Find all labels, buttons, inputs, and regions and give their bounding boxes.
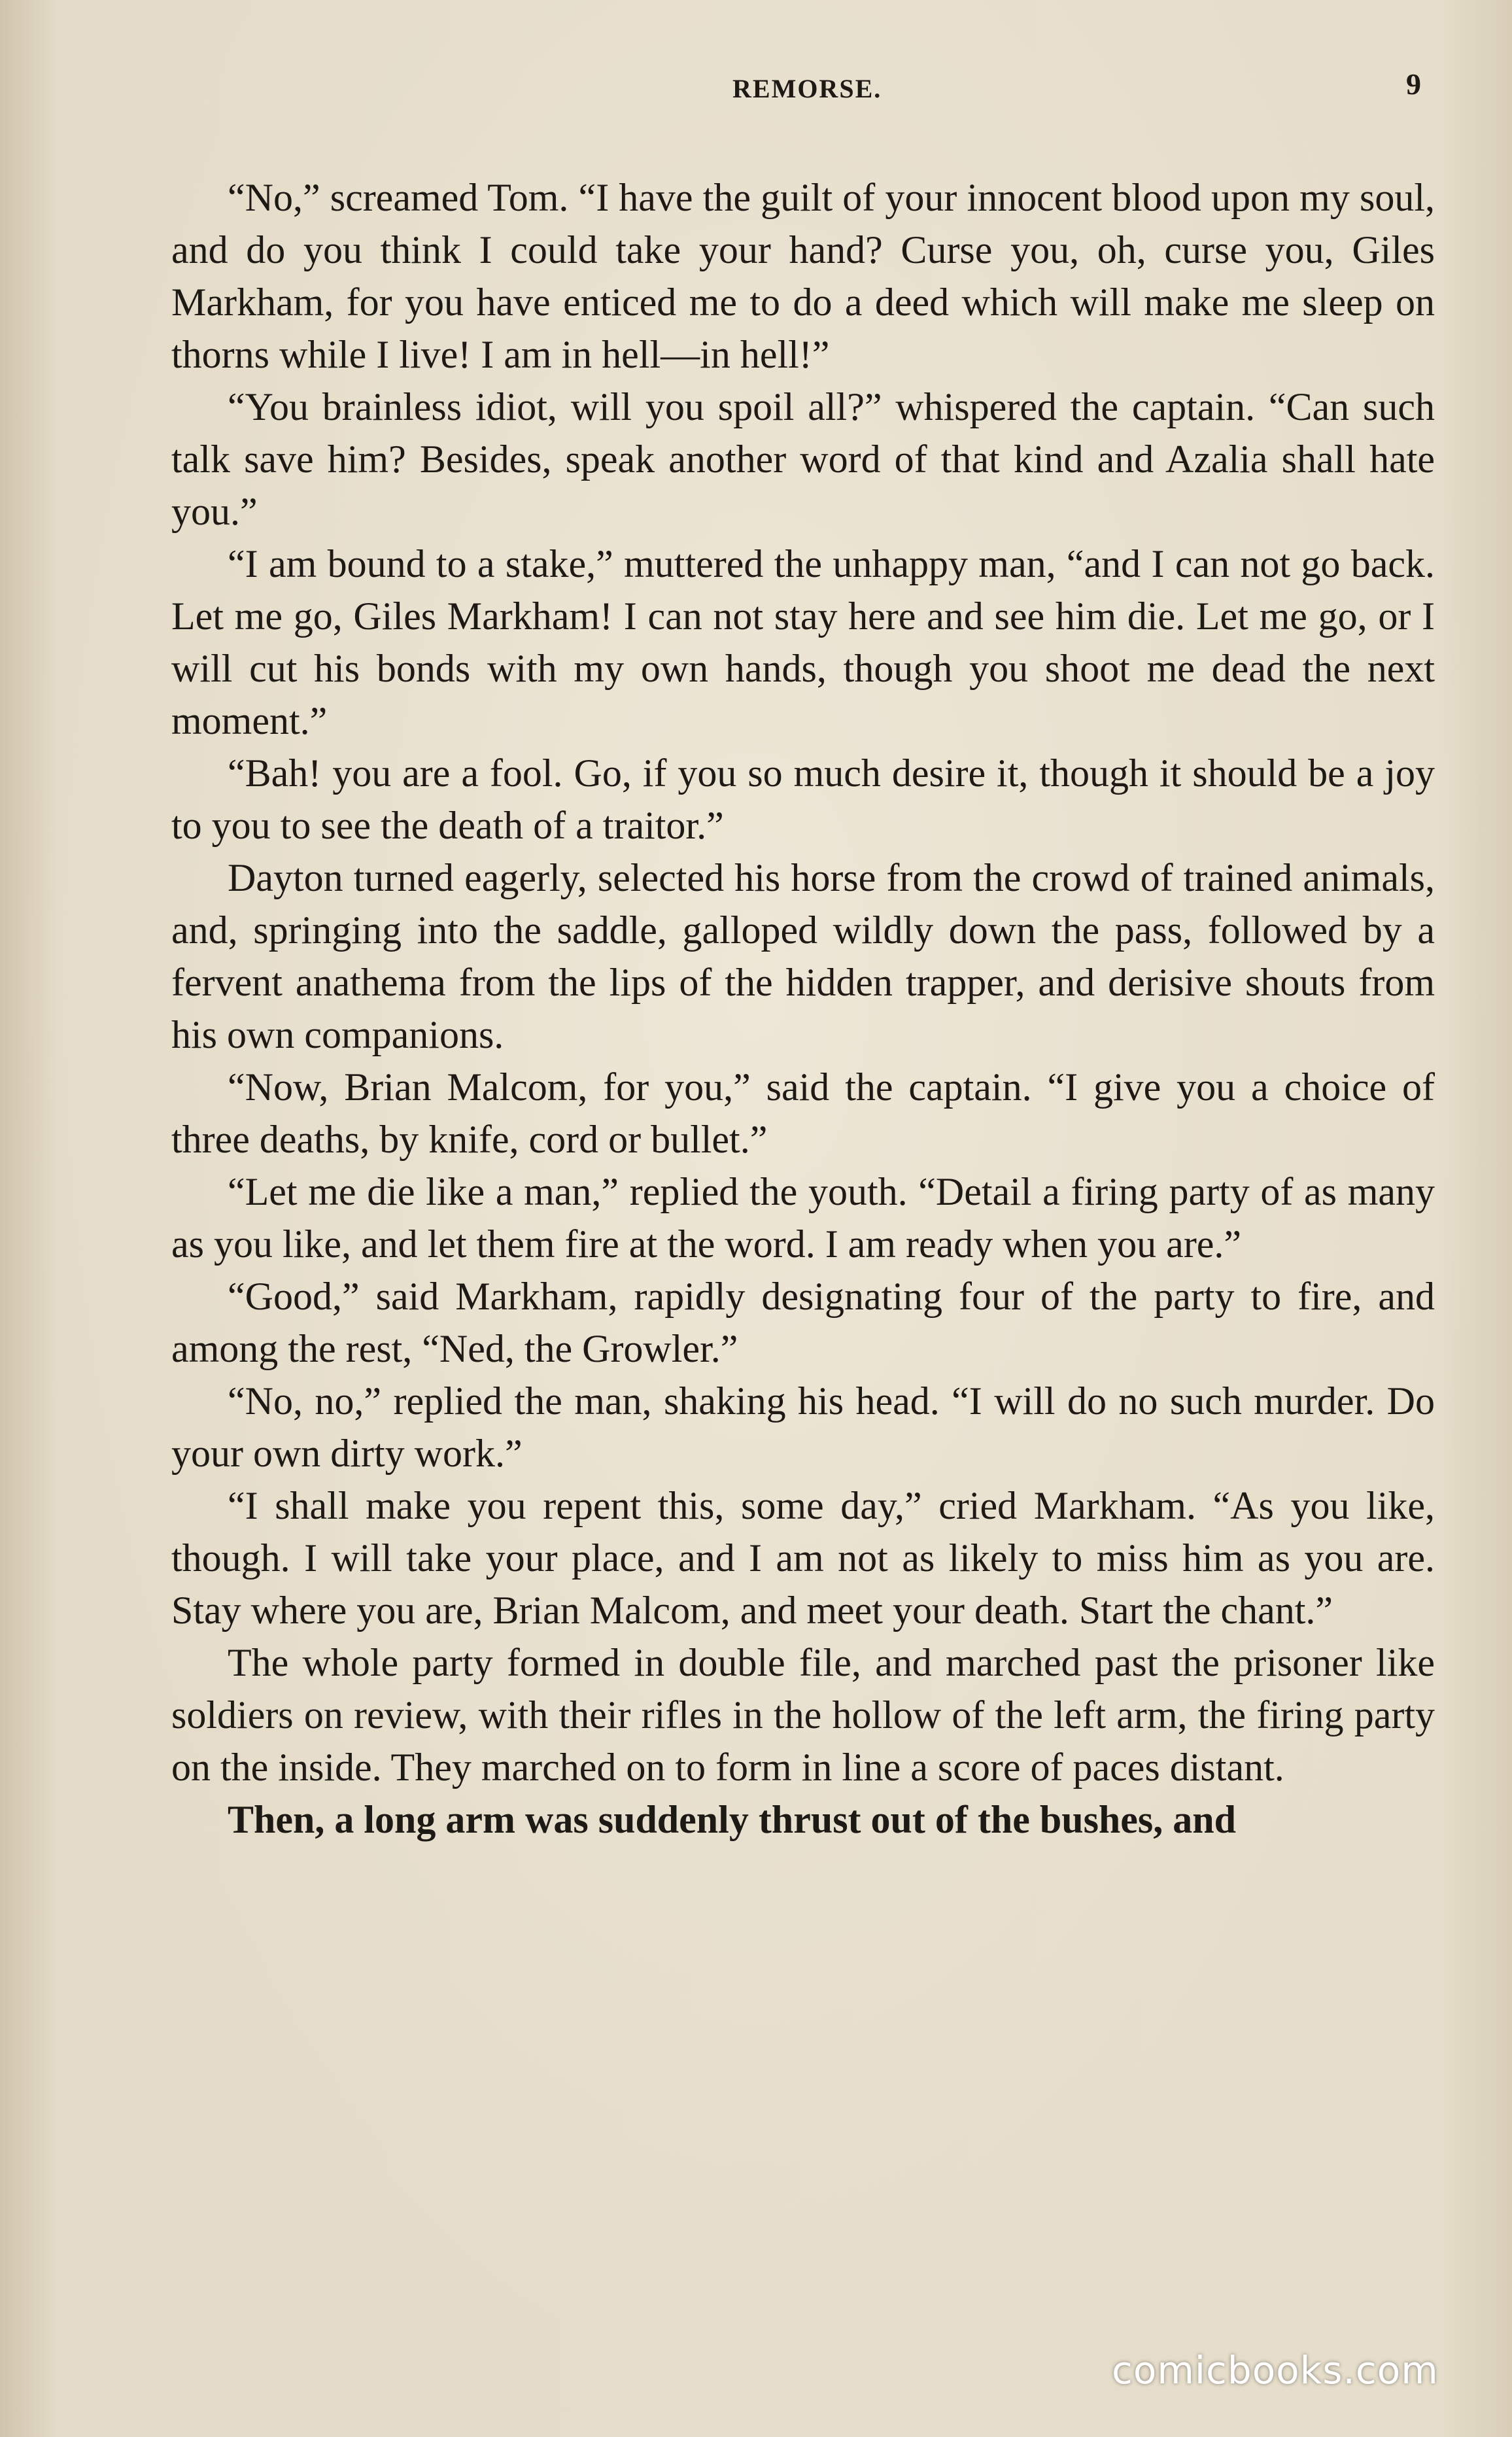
paragraph: “No, no,” replied the man, shaking his head. “I will do no such murder. Do your own dirty work.” xyxy=(171,1379,1435,1475)
paragraph: “Good,” said Markham, rapidly designating four of the party to fire, and among the rest, “Ned, the Growler.” xyxy=(171,1275,1435,1370)
body-text xyxy=(171,171,1435,1846)
paragraph: “Let me die like a man,” replied the youth. “Detail a firing party of as many as you like, and let them fire at the word. I am ready when you are.” xyxy=(171,1170,1435,1266)
paragraph: “No,” screamed Tom. “I have the guilt of your innocent blood upon my soul, and do you think I could take your hand? Curse you, oh, curse you, Giles Markham, for you have enticed me to do a deed which will make me sleep on thorns while I live! I am in hell—in hell!” xyxy=(171,176,1435,376)
paragraph: The whole party formed in double file, and marched past the prisoner like soldiers on review, with their rifles in the hollow of the left arm, the firing party on the inside. They marched on to form in line a score of paces distant. xyxy=(171,1641,1435,1789)
page-number: 9 xyxy=(1406,67,1421,101)
paragraph: “Bah! you are a fool. Go, if you so much desire it, though it should be a joy to you to see the death of a traitor.” xyxy=(171,752,1435,847)
watermark: comicbooks.com xyxy=(1112,2348,1439,2393)
paragraph: “I shall make you repent this, some day,” cried Markham. “As you like, though. I will take your place, and I am not as likely to miss him as you are. Stay where you are, Brian Malcom, and meet your death. Start the chant.” xyxy=(171,1484,1435,1632)
paragraph: Then, a long arm was suddenly thrust out of the bushes, and xyxy=(228,1798,1237,1841)
paragraph: “Now, Brian Malcom, for you,” said the captain. “I give you a choice of three deaths, by knife, cord or bullet.” xyxy=(171,1065,1435,1161)
paragraph: Dayton turned eagerly, selected his horse from the crowd of trained animals, and, springing into the saddle, galloped wildly down the pass, followed by a fervent anathema from the lips of the hidden trapper, and derisive shouts from his own companions. xyxy=(171,856,1435,1056)
running-title: REMORSE. xyxy=(732,74,882,103)
paragraph: “You brainless idiot, will you spoil all?” whispered the captain. “Can such talk save him? Besides, speak another word of that kind and Azalia shall hate you.” xyxy=(171,385,1435,533)
paragraph: “I am bound to a stake,” muttered the unhappy man, “and I can not go back. Let me go, Giles Markham! I can not stay here and see him die. Let me go, or I will cut his bonds with my own hands, though you shoot me dead the next moment.” xyxy=(171,542,1435,742)
